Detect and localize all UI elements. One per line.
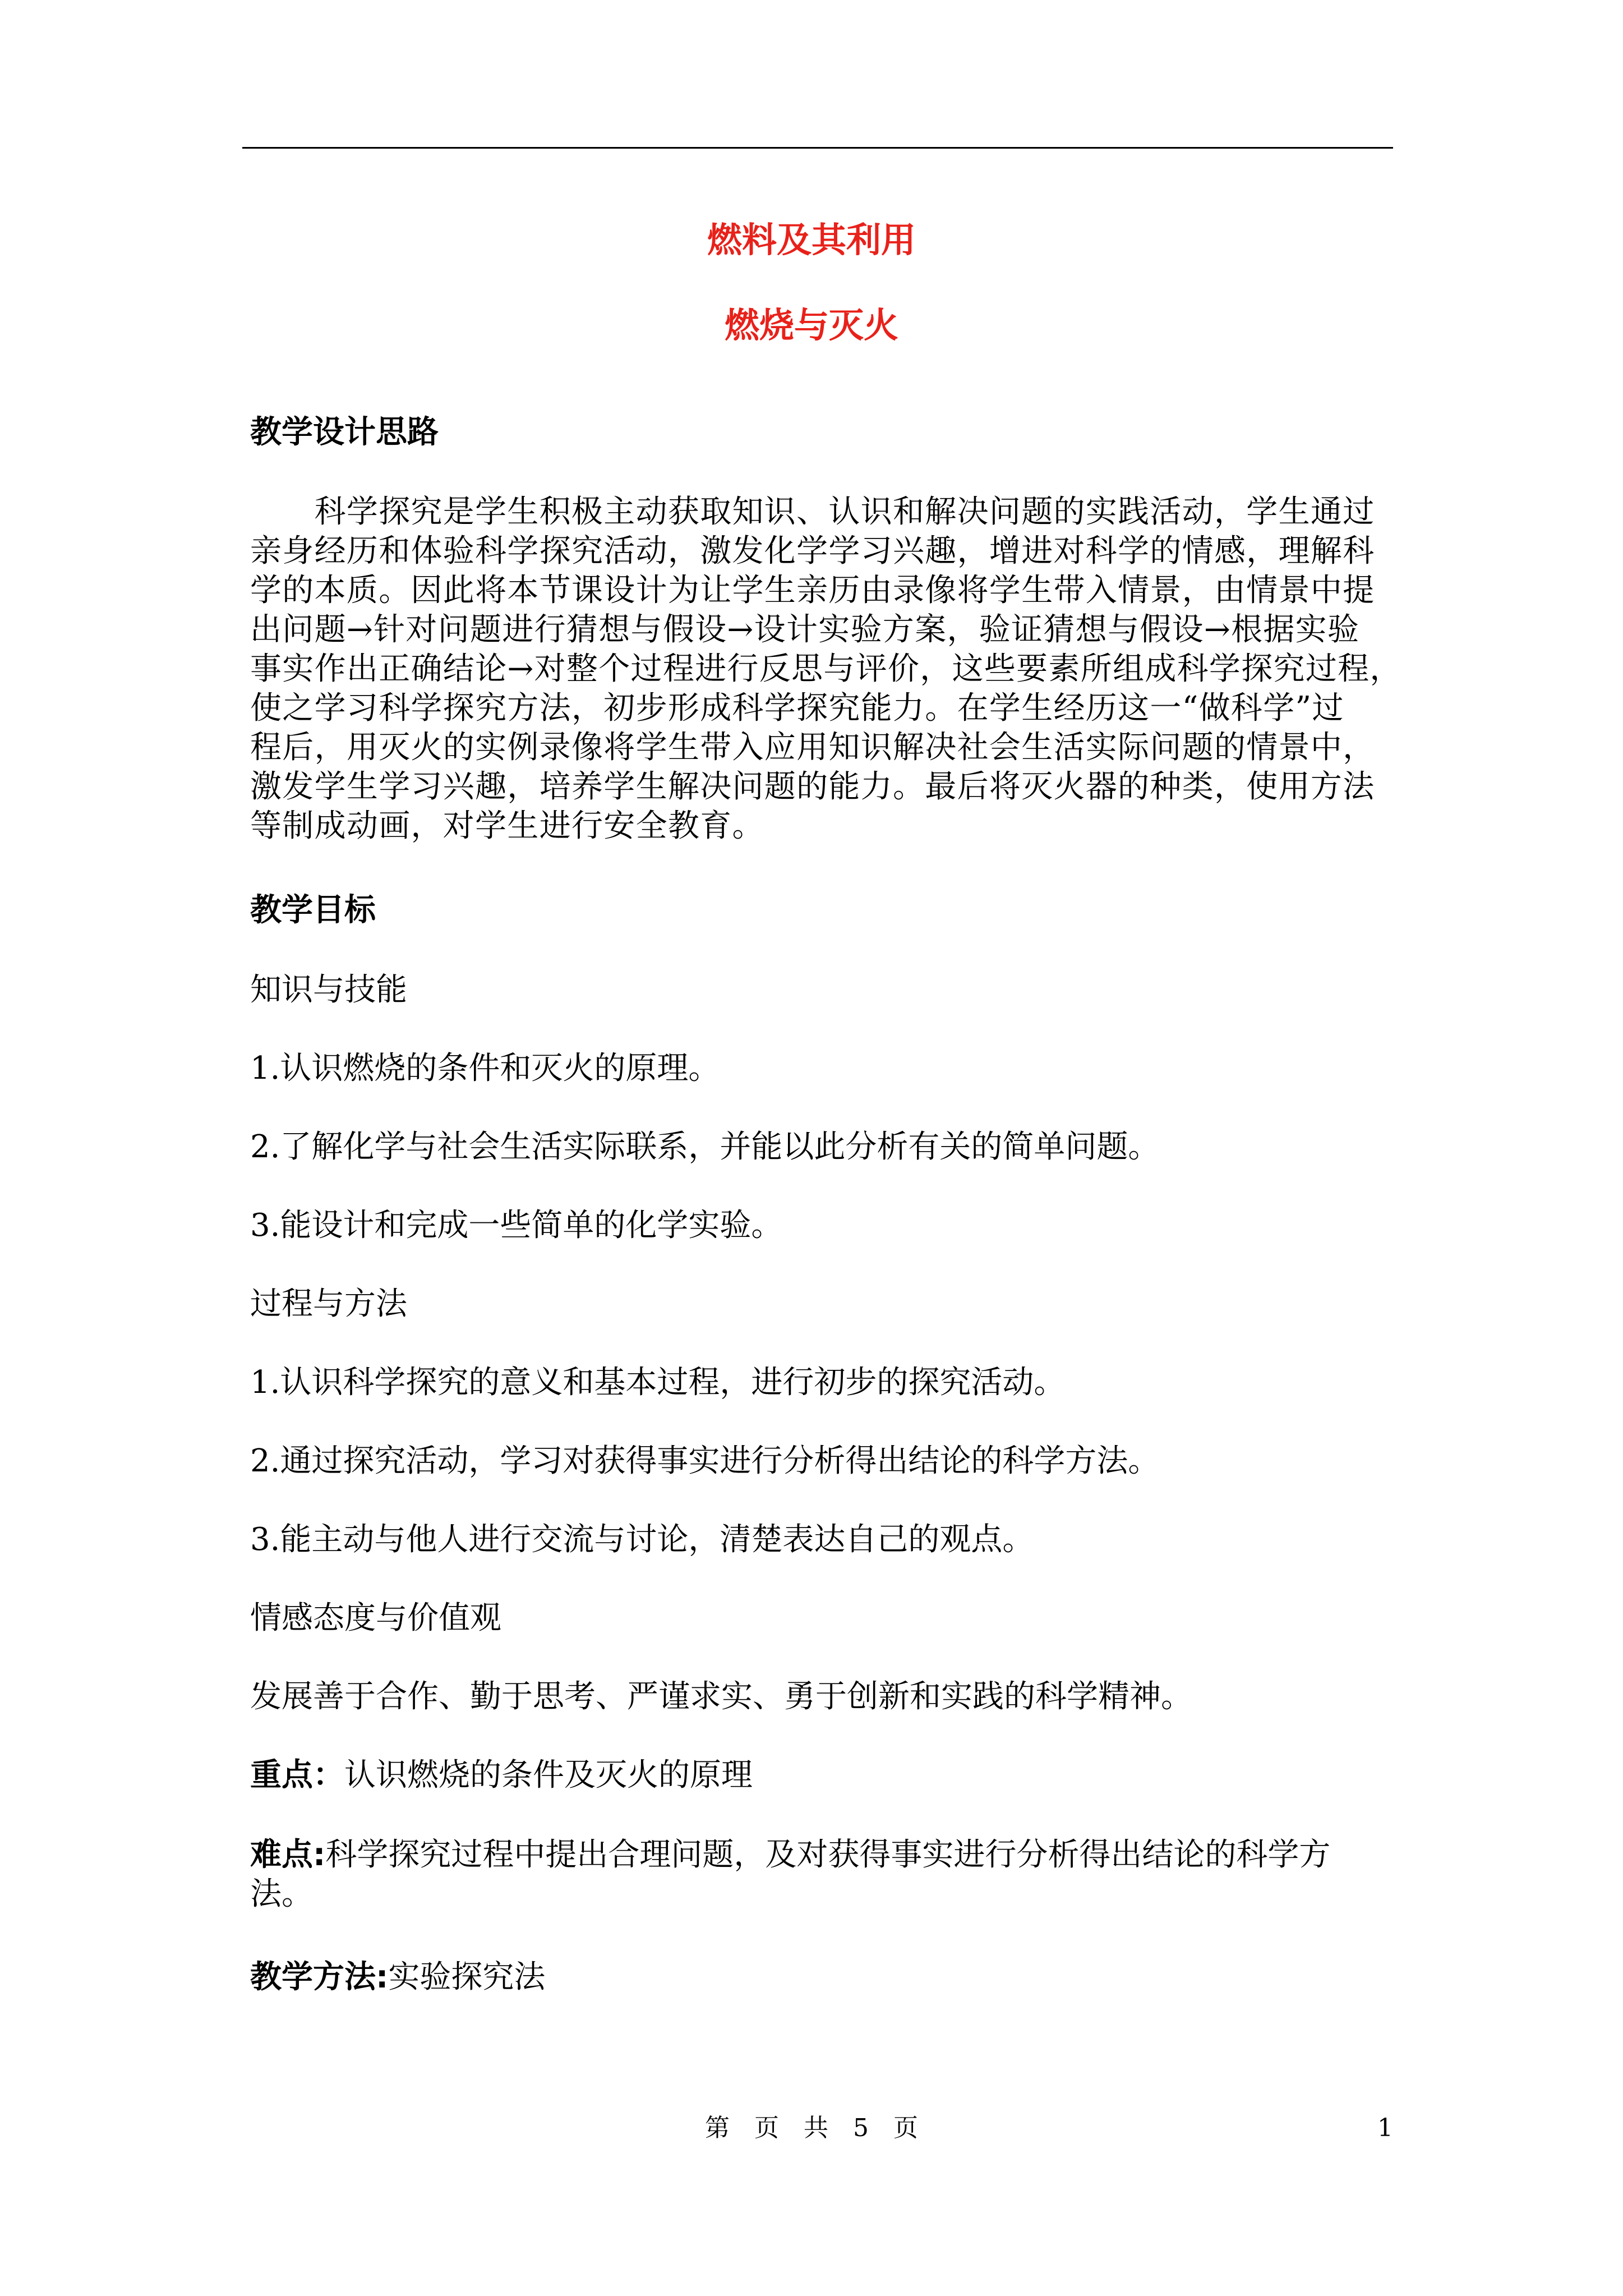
design-paragraph-line: 事实作出正确结论→对整个过程进行反思与评价，这些要素所组成科学探究过程， <box>250 651 1402 687</box>
section-heading-goals: 教学目标 <box>250 892 376 928</box>
difficulty-text: 科学探究过程中提出合理问题，及对获得事实进行分析得出结论的科学方 <box>325 1837 1331 1873</box>
design-paragraph-line: 激发学生学习兴趣，培养学生解决问题的能力。最后将灭火器的种类，使用方法 <box>250 769 1375 805</box>
difficulty-point <box>250 1835 1394 1875</box>
key-point-label: 重点： <box>250 1757 344 1793</box>
design-paragraph-line: 科学探究是学生积极主动获取知识、认识和解决问题的实践活动，学生通过 <box>250 494 1375 530</box>
difficulty-text-continued: 法。 <box>250 1876 313 1912</box>
document-subtitle: 燃烧与灭火 <box>724 305 898 346</box>
document-title: 燃料及其利用 <box>707 219 916 260</box>
design-paragraph-line: 程后，用灭火的实例录像将学生带入应用知识解决社会生活实际问题的情景中， <box>250 729 1375 766</box>
list-item: 3.能设计和完成一些简单的化学实验。 <box>250 1207 783 1244</box>
page-number: 1 <box>1377 2114 1393 2142</box>
design-paragraph-line: 亲身经历和体验科学探究活动，激发化学学习兴趣，增进对科学的情感，理解科 <box>250 533 1375 569</box>
method-label: 教学方法: <box>250 1959 389 1995</box>
design-paragraph-line: 出问题→针对问题进行猜想与假设→设计实验方案，验证猜想与假设→根据实验 <box>250 611 1360 648</box>
design-paragraph-line: 使之学习科学探究方法，初步形成科学探究能力。在学生经历这一“做科学”过 <box>250 690 1344 726</box>
design-paragraph-line: 等制成动画，对学生进行安全教育。 <box>250 808 764 844</box>
subheading-process: 过程与方法 <box>250 1286 407 1322</box>
difficulty-label: 难点: <box>250 1837 326 1873</box>
list-item: 1.认识燃烧的条件和灭火的原理。 <box>250 1050 720 1087</box>
subheading-knowledge: 知识与技能 <box>250 972 407 1008</box>
header-rule <box>242 147 1393 149</box>
teaching-method <box>250 1958 1394 1997</box>
list-item: 3.能主动与他人进行交流与讨论，清楚表达自己的观点。 <box>250 1521 1034 1558</box>
design-paragraph-line: 学的本质。因此将本节课设计为让学生亲历由录像将学生带入情景，由情景中提 <box>250 572 1375 609</box>
emotion-text: 发展善于合作、勤于思考、严谨求实、勇于创新和实践的科学精神。 <box>250 1678 1192 1715</box>
subheading-emotion: 情感态度与价值观 <box>250 1600 501 1636</box>
list-item: 1.认识科学探究的意义和基本过程，进行初步的探究活动。 <box>250 1364 1066 1401</box>
method-text: 实验探究法 <box>388 1959 546 1995</box>
key-point-text: 认识燃烧的条件及灭火的原理 <box>344 1757 753 1793</box>
list-item: 2.了解化学与社会生活实际联系，并能以此分析有关的简单问题。 <box>250 1129 1160 1165</box>
page-count-label: 第 页 共 5 页 <box>705 2114 918 2142</box>
section-heading-design: 教学设计思路 <box>250 414 439 450</box>
list-item: 2.通过探究活动，学习对获得事实进行分析得出结论的科学方法。 <box>250 1443 1160 1479</box>
key-point <box>250 1756 1394 1795</box>
